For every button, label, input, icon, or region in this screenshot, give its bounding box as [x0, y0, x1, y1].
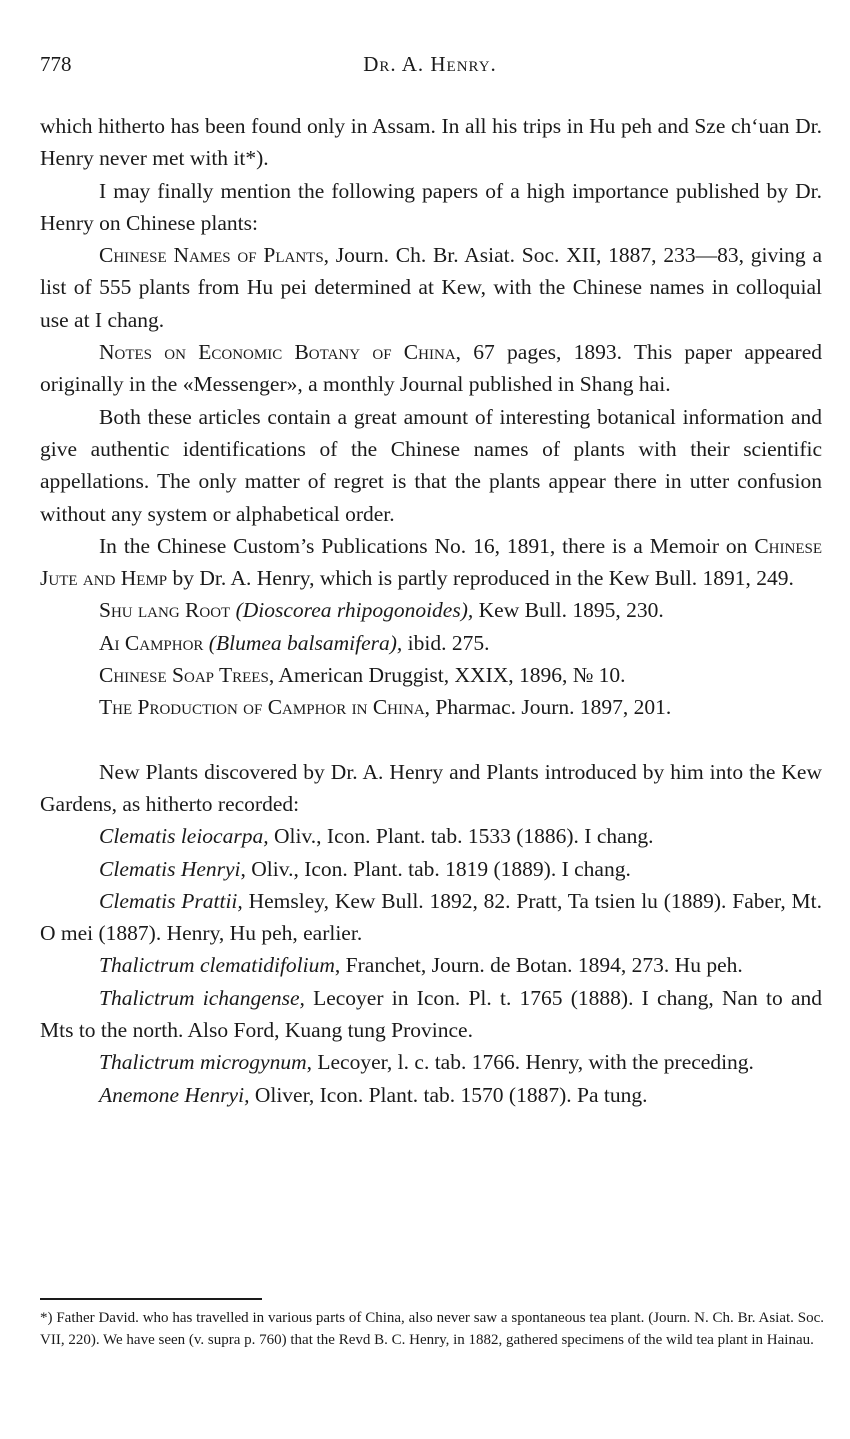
plant-entry: Clematis Henryi, Oliv., Icon. Plant. tab. 1819 (1889). I chang. — [99, 856, 631, 881]
paragraph-continuation: which hitherto has been found only in Assam. In all his trips in Hu peh and Sze ch‘uan Dr. Henry never met with it*). — [40, 114, 822, 171]
paragraph-camphor-production: The Production of Camphor in China, Pharmac. Journ. 1897, 201. — [99, 695, 672, 720]
paragraph-soap-trees: Chinese Soap Trees, American Druggist, XXIX, 1896, № 10. — [99, 663, 626, 688]
section-gap — [40, 724, 822, 756]
plant-entry: Thalictrum microgynum, Lecoyer, l. c. tab. 1766. Henry, with the preceding. — [99, 1050, 754, 1075]
footnote-rule — [40, 1298, 262, 1300]
paragraph-articles-comment: Both these articles contain a great amount of interesting botanical information and give authentic identifications of the Chinese names of plants with their scientific appellations. The only matter of regret is that the plants appear there in utter confusion without any system or alphabetical order. — [40, 404, 822, 526]
body-text — [40, 110, 822, 1111]
paragraph-shu-lang-root: Shu lang Root (Dioscorea rhipogonoides), Kew Bull. 1895, 230. — [99, 598, 664, 623]
footnote: *) Father David. who has travelled in various parts of China, also never saw a spontaneous tea plant. (Journ. N. Ch. Br. Asiat. Soc. VII, 220). We have seen (v. supra p. 760) that the Revd B. C. Henry, in 1882, gathered specimens of the wild tea plant in Hainau. — [40, 1310, 824, 1348]
paragraph-new-plants-intro: New Plants discovered by Dr. A. Henry and Plants introduced by him into the Kew Gardens, as hitherto recorded: — [40, 759, 822, 816]
plant-entry: Thalictrum ichangense, Lecoyer in Icon. Pl. t. 1765 (1888). I chang, Nan to and Mts to the north. Also Ford, Kuang tung Province. — [40, 985, 822, 1043]
plant-entry: Clematis leiocarpa, Oliv., Icon. Plant. tab. 1533 (1886). I chang. — [99, 824, 654, 849]
running-head: Dr. A. Henry. — [363, 52, 497, 76]
plant-entry: Clematis Prattii, Hemsley, Kew Bull. 1892, 82. Pratt, Ta tsien lu (1889). Faber, Mt. O mei (1887). Henry, Hu peh, earlier. — [40, 888, 823, 946]
paragraph-economic-botany: Notes on Economic Botany of China, 67 pages, 1893. This paper appeared originally in the «Messenger», a monthly Journal published in Shang hai. — [40, 340, 822, 397]
plant-entry: Thalictrum clematidifolium, Franchet, Journ. de Botan. 1894, 273. Hu peh. — [99, 953, 743, 978]
plant-entry: Anemone Henryi, Oliver, Icon. Plant. tab. 1570 (1887). Pa tung. — [99, 1082, 648, 1107]
page-header — [40, 52, 820, 84]
paragraph-papers-intro: I may finally mention the following papers of a high importance published by Dr. Henry on Chinese plants: — [40, 178, 822, 235]
page-number: 778 — [40, 52, 72, 76]
paragraph-chinese-names: Chinese Names of Plants, Journ. Ch. Br. Asiat. Soc. XII, 1887, 233—83, giving a list of 555 plants from Hu pei determined at Kew, with the Chinese names in colloquial use at I chang. — [40, 243, 822, 332]
paragraph-jute-hemp: In the Chinese Custom’s Publications No. 16, 1891, there is a Memoir on Chinese Jute and Hemp by Dr. A. Henry, which is partly reproduced in the Kew Bull. 1891, 249. — [40, 533, 822, 591]
paragraph-ai-camphor: Ai Camphor (Blumea balsamifera), ibid. 275. — [99, 630, 490, 655]
